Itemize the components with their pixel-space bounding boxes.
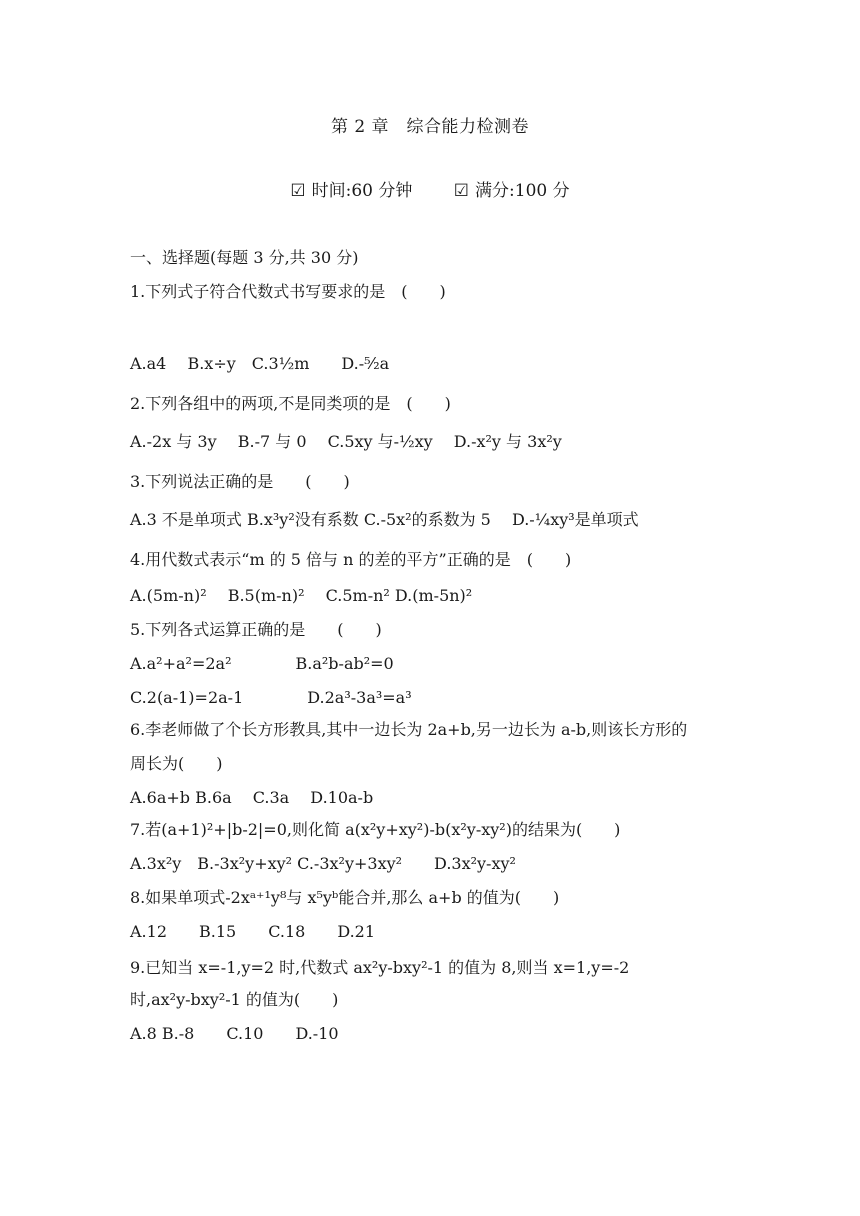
question-4-options: A.(5m-n)² B.5(m-n)² C.5m-n² D.(m-5n)²: [130, 586, 473, 605]
question-3: 3.下列说法正确的是 ( ): [130, 472, 350, 491]
question-4: 4.用代数式表示“m 的 5 倍与 n 的差的平方”正确的是 ( ): [130, 550, 572, 569]
question-6: 6.李老师做了个长方形教具,其中一边长为 2a+b,另一边长为 a-b,则该长方形的: [130, 720, 688, 739]
exam-meta: [0, 176, 860, 201]
question-6-continued: 周长为( ): [130, 754, 223, 773]
time-limit-text: 时间:60 分钟: [311, 181, 413, 201]
question-9-continued: 时,ax²y-bxy²-1 的值为( ): [130, 990, 339, 1009]
question-1: 1.下列式子符合代数式书写要求的是 ( ): [130, 282, 446, 301]
full-score: [454, 176, 570, 201]
question-7-options: A.3x²y B.-3x²y+xy² C.-3x²y+3xy² D.3x²y-xy²: [130, 854, 516, 873]
checkbox-icon: ☑: [290, 181, 306, 201]
full-score-text: 满分:100 分: [475, 181, 570, 201]
checkbox-icon: ☑: [453, 181, 470, 201]
question-5: 5.下列各式运算正确的是 ( ): [130, 620, 382, 639]
question-2: 2.下列各组中的两项,不是同类项的是 ( ): [130, 394, 451, 413]
question-6-options: A.6a+b B.6a C.3a D.10a-b: [130, 788, 374, 807]
section-heading: 一、选择题(每题 3 分,共 30 分): [130, 248, 359, 267]
question-9: 9.已知当 x=-1,y=2 时,代数式 ax²y-bxy²-1 的值为 8,则当 x=1,y=-2: [130, 958, 630, 977]
time-limit: [290, 176, 412, 201]
question-8: 8.如果单项式-2xᵃ⁺¹y⁸与 x⁵yᵇ能合并,那么 a+b 的值为( ): [130, 888, 560, 907]
question-5-options-cd: C.2(a-1)=2a-1 D.2a³-3a³=a³: [130, 688, 412, 707]
question-2-options: A.-2x 与 3y B.-7 与 0 C.5xy 与-½xy D.-x²y 与 3x²y: [130, 432, 562, 451]
page-title: 第 2 章 综合能力检测卷: [330, 117, 530, 137]
question-5-options-ab: A.a²+a²=2a² B.a²b-ab²=0: [130, 654, 394, 673]
question-7: 7.若(a+1)²+|b-2|=0,则化简 a(x²y+xy²)-b(x²y-xy²)的结果为( ): [130, 820, 621, 839]
question-8-options: A.12 B.15 C.18 D.21: [130, 922, 376, 941]
question-1-options: A.a4 B.x÷y C.3½m D.-⁵⁄₂a: [130, 354, 390, 373]
question-9-options: A.8 B.-8 C.10 D.-10: [130, 1024, 339, 1043]
question-3-options: A.3 不是单项式 B.x³y²没有系数 C.-5x²的系数为 5 D.-¼xy³是单项式: [130, 510, 639, 529]
